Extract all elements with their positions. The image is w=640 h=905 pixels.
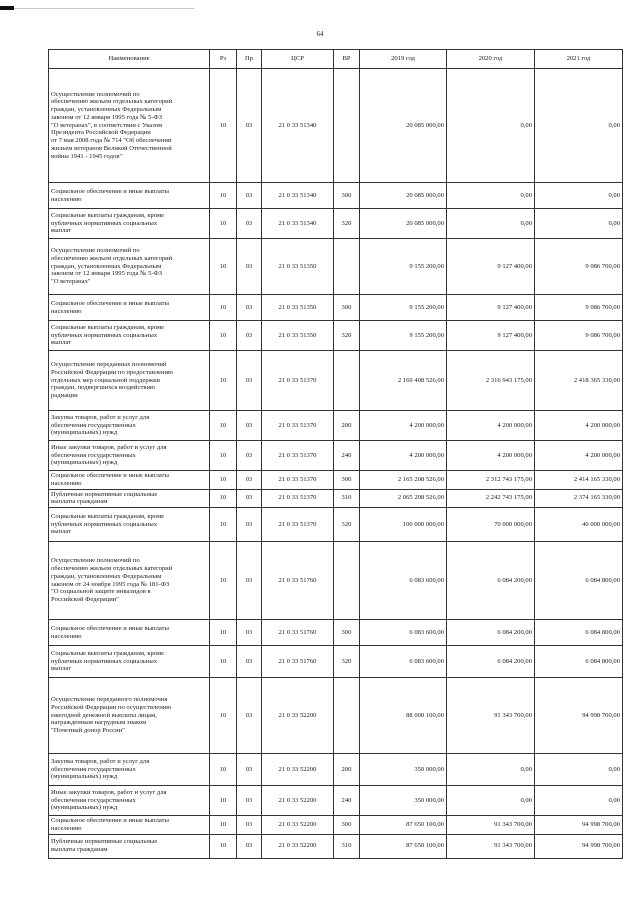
- cell-pr: 03: [237, 209, 262, 239]
- cell-name-line: Иные закупки товаров, работ и услуг для: [51, 788, 167, 796]
- cell-vr: 240: [334, 786, 360, 816]
- cell-csr: 21 0 33 51370: [262, 489, 334, 508]
- header-vr: ВР: [334, 50, 360, 69]
- table-row: [49, 816, 623, 835]
- cell-csr: 21 0 33 51370: [262, 508, 334, 542]
- cell-rz: 10: [210, 411, 237, 441]
- cell-name-line: Осуществление полномочий по: [51, 557, 140, 565]
- cell-2020: 91 343 700,00: [447, 834, 535, 858]
- cell-name-line: Осуществление полномочий по: [51, 90, 140, 98]
- cell-rz: 10: [210, 786, 237, 816]
- cell-name-line: Социальное обеспечение и иные выплаты: [51, 817, 169, 825]
- cell-2020: 91 343 700,00: [447, 678, 535, 754]
- table-row: [49, 441, 623, 471]
- cell-name: [49, 321, 210, 351]
- cell-vr: 300: [334, 816, 360, 835]
- cell-pr: 03: [237, 295, 262, 321]
- cell-pr: 03: [237, 678, 262, 754]
- cell-csr: 21 0 33 51760: [262, 620, 334, 646]
- cell-name-line: "О социальной защите инвалидов в: [51, 588, 151, 596]
- cell-vr: 240: [334, 441, 360, 471]
- cell-pr: 03: [237, 441, 262, 471]
- cell-name-line: Социальное обеспечение и иные выплаты: [51, 187, 169, 195]
- cell-vr: [334, 351, 360, 411]
- cell-pr: 03: [237, 542, 262, 620]
- cell-name-line: Иные закупки товаров, работ и услуг для: [51, 443, 167, 451]
- cell-name-line: жильем ветеранов Великой Отечественной: [51, 144, 172, 152]
- cell-2021: 4 200 000,00: [535, 441, 623, 471]
- header-name: Наименование: [49, 50, 210, 69]
- cell-csr: 21 0 33 51760: [262, 646, 334, 678]
- cell-2021: 0,00: [535, 69, 623, 183]
- cell-2021: 9 086 700,00: [535, 321, 623, 351]
- cell-name-line: "О ветеранах", в соответствии с Указом: [51, 121, 163, 129]
- cell-name-line: Осуществление переданного полномочия: [51, 696, 168, 704]
- table-row: [49, 183, 623, 209]
- cell-name: [49, 678, 210, 754]
- cell-name-line: населению: [51, 195, 82, 203]
- cell-name-line: награжденным нагрудным знаком: [51, 719, 147, 727]
- table-row: [49, 646, 623, 678]
- header-rz: Рз: [210, 50, 237, 69]
- cell-csr: 21 0 33 52200: [262, 678, 334, 754]
- cell-2020: 6 084 200,00: [447, 620, 535, 646]
- page-number: 64: [316, 30, 324, 38]
- cell-pr: 03: [237, 816, 262, 835]
- cell-name-line: Российской Федерации по осуществлению: [51, 703, 172, 711]
- cell-rz: 10: [210, 620, 237, 646]
- cell-vr: [334, 678, 360, 754]
- cell-name-line: граждан, установленных Федеральным: [51, 572, 162, 580]
- table-row: [49, 508, 623, 542]
- cell-2019: 9 155 200,00: [360, 295, 447, 321]
- cell-name: [49, 489, 210, 508]
- cell-name-line: выплат: [51, 665, 72, 673]
- cell-rz: 10: [210, 542, 237, 620]
- cell-csr: 21 0 33 51370: [262, 351, 334, 411]
- cell-2019: 350 000,00: [360, 786, 447, 816]
- cell-2020: 0,00: [447, 69, 535, 183]
- cell-rz: 10: [210, 834, 237, 858]
- cell-name-line: обеспечения государственных: [51, 796, 136, 804]
- cell-csr: 21 0 33 51340: [262, 209, 334, 239]
- cell-2021: 6 084 800,00: [535, 646, 623, 678]
- corner-mark: [0, 6, 14, 10]
- cell-2021: 94 998 700,00: [535, 678, 623, 754]
- cell-2019: 2 065 208 526,00: [360, 489, 447, 508]
- cell-rz: 10: [210, 239, 237, 295]
- cell-rz: 10: [210, 678, 237, 754]
- cell-name-line: выплат: [51, 227, 72, 235]
- cell-name: [49, 508, 210, 542]
- cell-name: [49, 834, 210, 858]
- cell-rz: 10: [210, 816, 237, 835]
- cell-2021: 9 086 700,00: [535, 239, 623, 295]
- cell-vr: [334, 239, 360, 295]
- cell-rz: 10: [210, 646, 237, 678]
- cell-name-line: отдельных мер социальной поддержки: [51, 376, 160, 384]
- cell-name-line: выплат: [51, 339, 72, 347]
- cell-name-line: Закупка товаров, работ и услуг для: [51, 413, 150, 421]
- cell-name-line: от 7 мая 2008 года № 714 "Об обеспечении: [51, 137, 172, 145]
- cell-rz: 10: [210, 754, 237, 786]
- cell-name-line: Социальные выплаты гражданам, кроме: [51, 649, 165, 657]
- table-row: [49, 754, 623, 786]
- cell-2021: 2 418 365 330,00: [535, 351, 623, 411]
- cell-csr: 21 0 33 52200: [262, 834, 334, 858]
- cell-pr: 03: [237, 620, 262, 646]
- header-csr: ЦСР: [262, 50, 334, 69]
- cell-2020: 9 127 400,00: [447, 239, 535, 295]
- table-row: [49, 542, 623, 620]
- cell-2019: 4 200 000,00: [360, 441, 447, 471]
- budget-table: [48, 49, 623, 859]
- table-row: [49, 471, 623, 490]
- cell-2021: 6 084 800,00: [535, 542, 623, 620]
- cell-vr: 300: [334, 295, 360, 321]
- cell-csr: 21 0 33 51760: [262, 542, 334, 620]
- cell-2021: 9 086 700,00: [535, 295, 623, 321]
- cell-name-line: публичных нормативных социальных: [51, 331, 158, 339]
- cell-name-line: граждан, установленных Федеральным: [51, 262, 162, 270]
- cell-vr: 200: [334, 411, 360, 441]
- cell-2019: 20 085 000,00: [360, 69, 447, 183]
- cell-rz: 10: [210, 508, 237, 542]
- cell-name-line: Закупка товаров, работ и услуг для: [51, 757, 150, 765]
- cell-name: [49, 69, 210, 183]
- cell-2020: 70 000 000,00: [447, 508, 535, 542]
- table-row: [49, 321, 623, 351]
- cell-vr: 320: [334, 508, 360, 542]
- cell-vr: 320: [334, 209, 360, 239]
- cell-2019: 6 083 600,00: [360, 620, 447, 646]
- cell-pr: 03: [237, 239, 262, 295]
- cell-2019: 88 000 100,00: [360, 678, 447, 754]
- cell-name: [49, 754, 210, 786]
- cell-name-line: Российской Федерации": [51, 596, 119, 604]
- cell-rz: 10: [210, 183, 237, 209]
- cell-2020: 2 316 943 175,00: [447, 351, 535, 411]
- cell-name-line: обеспечения государственных: [51, 451, 136, 459]
- table-row: [49, 678, 623, 754]
- cell-vr: 310: [334, 489, 360, 508]
- table-row: [49, 351, 623, 411]
- table-row: [49, 239, 623, 295]
- cell-name: [49, 183, 210, 209]
- cell-vr: 300: [334, 183, 360, 209]
- cell-name-line: (муниципальных) нужд: [51, 804, 118, 812]
- cell-2019: 2 169 408 526,00: [360, 351, 447, 411]
- cell-rz: 10: [210, 69, 237, 183]
- table-row: [49, 786, 623, 816]
- table-row: [49, 489, 623, 508]
- cell-csr: 21 0 33 51340: [262, 69, 334, 183]
- table-body: [49, 69, 623, 859]
- cell-name-line: публичных нормативных социальных: [51, 520, 158, 528]
- cell-name-line: обеспечению жильем отдельных категорий: [51, 254, 173, 262]
- cell-name: [49, 471, 210, 490]
- cell-name-line: "Почетный донор России": [51, 727, 125, 735]
- cell-name: [49, 646, 210, 678]
- cell-name-line: "О ветеранах": [51, 278, 91, 286]
- cell-pr: 03: [237, 786, 262, 816]
- cell-name-line: граждан, установленных Федеральным: [51, 106, 162, 114]
- cell-name-line: ежегодной денежной выплаты лицам,: [51, 711, 157, 719]
- cell-name-line: выплат: [51, 528, 72, 536]
- cell-name: [49, 786, 210, 816]
- table-row: [49, 295, 623, 321]
- cell-name-line: законом от 24 ноября 1995 года № 181-ФЗ: [51, 580, 170, 588]
- cell-name-line: Осуществление полномочий по: [51, 247, 140, 255]
- cell-name-line: населению: [51, 307, 82, 315]
- cell-csr: 21 0 33 51340: [262, 183, 334, 209]
- cell-name-line: обеспечения государственных: [51, 765, 136, 773]
- cell-name: [49, 295, 210, 321]
- cell-csr: 21 0 33 51370: [262, 441, 334, 471]
- cell-2020: 4 200 000,00: [447, 441, 535, 471]
- cell-2019: 4 200 000,00: [360, 411, 447, 441]
- cell-pr: 03: [237, 69, 262, 183]
- cell-name-line: населению: [51, 824, 82, 832]
- cell-2021: 0,00: [535, 754, 623, 786]
- table-row: [49, 834, 623, 858]
- cell-2019: 9 155 200,00: [360, 239, 447, 295]
- cell-rz: 10: [210, 351, 237, 411]
- cell-name-line: (муниципальных) нужд: [51, 429, 118, 437]
- cell-2020: 0,00: [447, 209, 535, 239]
- cell-2021: 94 998 700,00: [535, 816, 623, 835]
- cell-vr: 200: [334, 754, 360, 786]
- cell-2020: 6 084 200,00: [447, 646, 535, 678]
- cell-name-line: (муниципальных) нужд: [51, 773, 118, 781]
- cell-name: [49, 441, 210, 471]
- table-header-row: [49, 50, 623, 69]
- cell-2021: 0,00: [535, 209, 623, 239]
- cell-name-line: Социальное обеспечение и иные выплаты: [51, 624, 169, 632]
- cell-name-line: выплаты гражданам: [51, 498, 108, 506]
- top-rule: [14, 8, 194, 9]
- cell-vr: [334, 542, 360, 620]
- cell-name: [49, 542, 210, 620]
- cell-2020: 2 312 743 175,00: [447, 471, 535, 490]
- cell-csr: 21 0 33 51370: [262, 411, 334, 441]
- header-2020: 2020 год: [447, 50, 535, 69]
- cell-pr: 03: [237, 351, 262, 411]
- cell-name-line: Осуществление переданных полномочий: [51, 361, 167, 369]
- cell-2020: 0,00: [447, 786, 535, 816]
- cell-rz: 10: [210, 321, 237, 351]
- cell-name-line: Публичные нормативные социальные: [51, 490, 158, 498]
- cell-name: [49, 239, 210, 295]
- cell-2019: 2 165 208 526,00: [360, 471, 447, 490]
- cell-2021: 6 084 800,00: [535, 620, 623, 646]
- cell-name-line: Публичные нормативные социальные: [51, 838, 158, 846]
- cell-name-line: обеспечению жильем отдельных категорий: [51, 565, 173, 573]
- cell-name-line: (муниципальных) нужд: [51, 459, 118, 467]
- cell-pr: 03: [237, 489, 262, 508]
- table-row: [49, 209, 623, 239]
- cell-2020: 0,00: [447, 754, 535, 786]
- table-row: [49, 620, 623, 646]
- cell-name-line: выплаты гражданам: [51, 846, 108, 854]
- cell-2019: 6 083 600,00: [360, 542, 447, 620]
- cell-2020: 6 084 200,00: [447, 542, 535, 620]
- cell-name-line: граждан, подвергшихся воздействию: [51, 384, 155, 392]
- cell-2021: 2 374 165 330,00: [535, 489, 623, 508]
- cell-name-line: Социальные выплаты гражданам, кроме: [51, 211, 165, 219]
- cell-vr: 300: [334, 471, 360, 490]
- cell-csr: 21 0 33 52200: [262, 816, 334, 835]
- header-2019: 2019 год: [360, 50, 447, 69]
- cell-2020: 0,00: [447, 183, 535, 209]
- cell-rz: 10: [210, 209, 237, 239]
- cell-name: [49, 620, 210, 646]
- cell-2021: 0,00: [535, 786, 623, 816]
- cell-2021: 94 998 700,00: [535, 834, 623, 858]
- cell-csr: 21 0 33 51350: [262, 239, 334, 295]
- table-row: [49, 411, 623, 441]
- cell-csr: 21 0 33 52200: [262, 786, 334, 816]
- cell-vr: 310: [334, 834, 360, 858]
- cell-pr: 03: [237, 834, 262, 858]
- cell-2020: 9 127 400,00: [447, 321, 535, 351]
- cell-pr: 03: [237, 411, 262, 441]
- cell-2021: 40 000 000,00: [535, 508, 623, 542]
- cell-name-line: Социальное обеспечение и иные выплаты: [51, 472, 169, 479]
- cell-name-line: публичных нормативных социальных: [51, 657, 158, 665]
- cell-name: [49, 411, 210, 441]
- cell-2019: 6 083 600,00: [360, 646, 447, 678]
- header-pr: Пр: [237, 50, 262, 69]
- cell-vr: [334, 69, 360, 183]
- cell-2021: 2 414 165 330,00: [535, 471, 623, 490]
- cell-2021: 0,00: [535, 183, 623, 209]
- cell-2020: 2 242 743 175,00: [447, 489, 535, 508]
- cell-name: [49, 816, 210, 835]
- cell-pr: 03: [237, 183, 262, 209]
- cell-name-line: законом от 12 января 1995 года № 5-ФЗ: [51, 113, 163, 121]
- cell-vr: 300: [334, 620, 360, 646]
- cell-2019: 20 085 000,00: [360, 209, 447, 239]
- cell-2020: 91 343 700,00: [447, 816, 535, 835]
- cell-name-line: обеспечению жильем отдельных категорий: [51, 98, 173, 106]
- cell-name: [49, 351, 210, 411]
- cell-name-line: Социальное обеспечение и иные выплаты: [51, 299, 169, 307]
- cell-2019: 87 650 100,00: [360, 834, 447, 858]
- cell-2019: 350 000,00: [360, 754, 447, 786]
- cell-name-line: населению: [51, 632, 82, 640]
- cell-pr: 03: [237, 646, 262, 678]
- cell-name-line: Социальные выплаты гражданам, кроме: [51, 512, 165, 520]
- cell-vr: 320: [334, 646, 360, 678]
- cell-name-line: войны 1941 - 1945 годов": [51, 152, 123, 160]
- cell-pr: 03: [237, 471, 262, 490]
- cell-name-line: населению: [51, 479, 82, 487]
- cell-2019: 87 650 100,00: [360, 816, 447, 835]
- cell-name-line: Российской Федерации по предоставлению: [51, 368, 173, 376]
- cell-2020: 9 127 400,00: [447, 295, 535, 321]
- cell-name-line: публичных нормативных социальных: [51, 219, 158, 227]
- cell-name-line: Социальные выплаты гражданам, кроме: [51, 323, 165, 331]
- cell-vr: 320: [334, 321, 360, 351]
- cell-csr: 21 0 33 51350: [262, 321, 334, 351]
- cell-name-line: Президента Российской Федерации: [51, 129, 151, 137]
- cell-2020: 4 200 000,00: [447, 411, 535, 441]
- cell-name-line: радиации: [51, 392, 78, 400]
- cell-csr: 21 0 33 51350: [262, 295, 334, 321]
- cell-rz: 10: [210, 295, 237, 321]
- cell-rz: 10: [210, 471, 237, 490]
- cell-name-line: законом от 12 января 1995 года № 5-ФЗ: [51, 270, 163, 278]
- cell-pr: 03: [237, 321, 262, 351]
- cell-name-line: обеспечения государственных: [51, 421, 136, 429]
- cell-rz: 10: [210, 489, 237, 508]
- header-2021: 2021 год: [535, 50, 623, 69]
- table-row: [49, 69, 623, 183]
- cell-pr: 03: [237, 754, 262, 786]
- cell-2019: 20 085 000,00: [360, 183, 447, 209]
- cell-2019: 100 000 000,00: [360, 508, 447, 542]
- cell-csr: 21 0 33 51370: [262, 471, 334, 490]
- cell-csr: 21 0 33 52200: [262, 754, 334, 786]
- cell-rz: 10: [210, 441, 237, 471]
- cell-2019: 9 155 200,00: [360, 321, 447, 351]
- cell-pr: 03: [237, 508, 262, 542]
- cell-name: [49, 209, 210, 239]
- cell-2021: 4 200 000,00: [535, 411, 623, 441]
